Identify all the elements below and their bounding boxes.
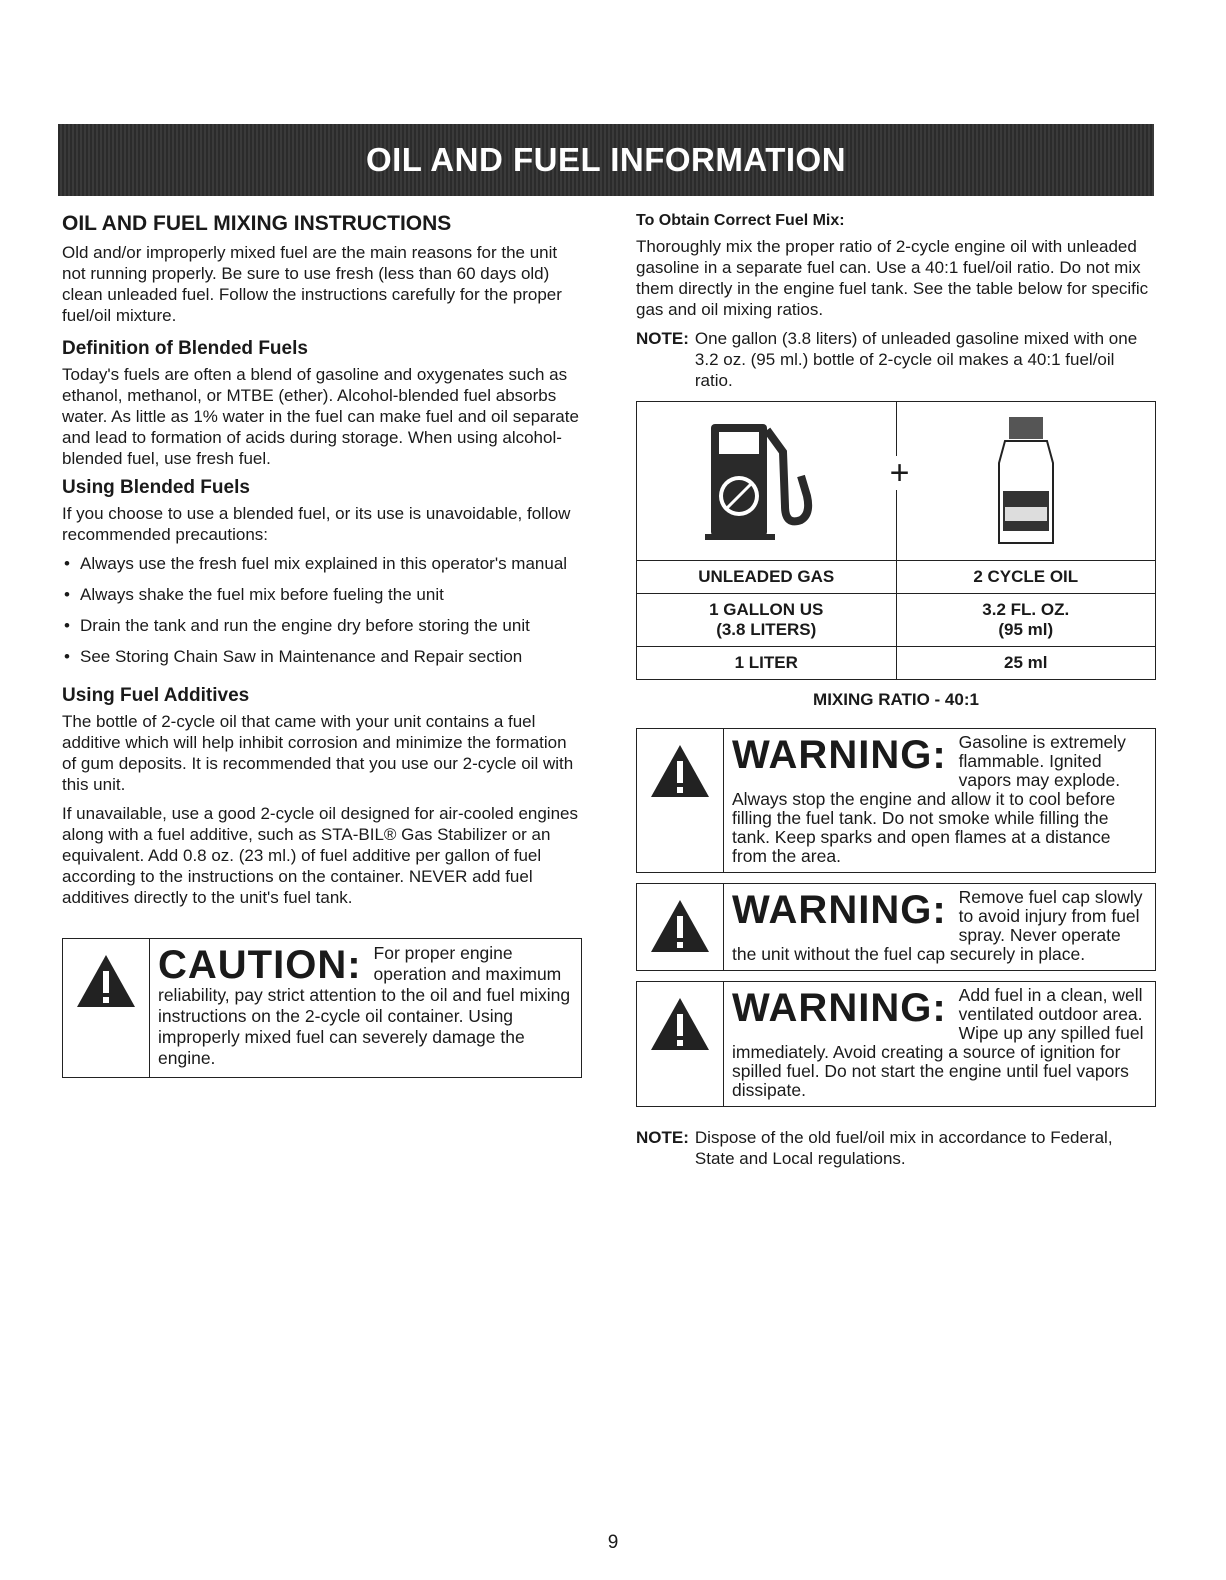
list-item: • Always use the fresh fuel mix explained in this operator's manual [80,553,582,574]
gas-amount-metric: (3.8 LITERS) [716,620,817,639]
page-number: 9 [607,1532,619,1553]
table-row [637,594,1155,647]
caution-signal-word: CAUTION: [158,943,362,987]
warning-signal-word: WARNING: [732,733,947,777]
warning-triangle-icon [649,996,711,1052]
additives-title: Using Fuel Additives [62,685,250,706]
oil-bottle-icon [991,413,1061,549]
list-item: • Drain the tank and run the engine dry before storing the unit [80,615,582,636]
blended-definition-text: Today's fuels are often a blend of gasoline and oxygenates such as ethanol, methanol, or MTBE (ether). Alcohol-blended fuel absorbs water. As little as 1% water in the fuel can make fuel and oil separate and lead to formation of acids during storage. When using alcohol-blended fuel, use fresh fuel. [62,365,579,468]
warning-text: Gasoline is extremely flammable. Ignited vapors may explode. Always stop the engine and allow it to cool before filling the fuel tank. Do not smoke while filling the tank. Keep sparks and open flames at a distance from the area. [732,732,1126,866]
bottle-label [897,402,907,403]
oil-amount: 25 ml [896,647,1155,680]
warning-signal-word: WARNING: [732,986,947,1030]
note-ratio [636,328,1156,391]
warning-box-ventilation [636,981,1156,1107]
warning-triangle-icon [75,953,137,1009]
mixing-ratio: MIXING RATIO - 40:1 [813,690,979,709]
additives-paragraph-2: If unavailable, use a good 2-cycle oil designed for air-cooled engines along with a fuel additive, such as STA-BIL® Gas Stabilizer or an equivalent. Add 0.8 oz. (23 ml.) of fuel additive per gallon of fuel according to the instructions on the container. NEVER add fuel additives directly to the unit's fuel tank. [62,804,578,907]
figure-images [637,402,1155,561]
banner-title: OIL AND FUEL INFORMATION [365,141,847,178]
header-2-cycle-oil: 2 CYCLE OIL [973,567,1079,586]
warning-triangle-icon [649,898,711,954]
note-label: NOTE: [636,1128,689,1147]
note-label: NOTE: [636,329,689,348]
section-banner [58,124,1154,196]
obtain-mix-title: To Obtain Correct Fuel Mix: [636,212,845,229]
using-blended-text: If you choose to use a blended fuel, or its use is unavoidable, follow recommended precautions: [62,504,571,544]
mixing-instructions-title: OIL AND FUEL MIXING INSTRUCTIONS [62,212,452,235]
left-column [62,212,582,1078]
oil-amount: 3.2 FL. OZ. [982,600,1070,619]
using-blended-title: Using Blended Fuels [62,477,250,498]
mixing-figure [636,401,1156,680]
blended-definition-title: Definition of Blended Fuels [62,338,308,359]
oil-bottle-cell [897,402,1156,560]
note-text: Dispose of the old fuel/oil mix in accordance to Federal, State and Local regulations. [694,1128,1113,1168]
warning-text: Remove fuel cap slowly to avoid injury from fuel spray. Never operate the unit without the fuel cap securely in place. [732,887,1143,964]
note-disposal [636,1127,1156,1169]
mixing-table [637,561,1155,679]
right-column [636,212,1156,1169]
caution-icon-cell [63,939,150,1077]
gas-amount: 1 GALLON US [709,600,824,619]
list-item: • Always shake the fuel mix before fueling the unit [80,584,582,605]
gas-pump-icon [701,416,831,546]
warning-triangle-icon [649,743,711,799]
table-row [637,647,1155,680]
warning-text: Add fuel in a clean, well ventilated outdoor area. Wipe up any spilled fuel immediately. Avoid creating a source of ignition for spilled fuel. Do not start the engine until fuel vapors dissipate. [732,985,1144,1100]
additives-paragraph-1: The bottle of 2-cycle oil that came with your unit contains a fuel additive which will help inhibit corrosion and minimize the formation of gum deposits. It is recommended that you use our 2-cycle oil with this unit. [62,712,574,794]
warning-box-flammable [636,728,1156,873]
precaution-list [62,553,582,667]
list-item: • See Storing Chain Saw in Maintenance and Repair section [80,646,582,667]
warning-box-fuel-cap [636,883,1156,971]
note-text: One gallon (3.8 liters) of unleaded gasoline mixed with one 3.2 oz. (95 ml.) bottle of 2-cycle oil makes a 40:1 fuel/oil ratio. [694,329,1138,390]
caution-text: For proper engine operation and maximum reliability, pay strict attention to the oil and fuel mixing instructions on the 2-cycle oil container. Using improperly mixed fuel can severely damage the engine. [158,943,571,1068]
caution-box [62,938,582,1078]
gas-amount: 1 LITER [637,647,896,680]
obtain-mix-text: Thoroughly mix the proper ratio of 2-cycle engine oil with unleaded gasoline in a separate fuel can. Use a 40:1 fuel/oil ratio. Do not mix them directly in the engine fuel tank. See the table below for specific gas and oil mixing ratios. [636,237,1149,319]
warning-signal-word: WARNING: [732,888,947,932]
gas-pump-cell [637,402,910,560]
oil-amount-metric: (95 ml) [998,620,1054,639]
table-header-row [637,561,1155,594]
plus-sign: + [889,454,910,492]
header-unleaded-gas: UNLEADED GAS [637,561,896,594]
intro-paragraph: Old and/or improperly mixed fuel are the main reasons for the unit not running properly. Be sure to use fresh (less than 60 days old) clean unleaded fuel. Follow the instructions carefully for the proper fuel/oil mixture. [62,243,562,325]
